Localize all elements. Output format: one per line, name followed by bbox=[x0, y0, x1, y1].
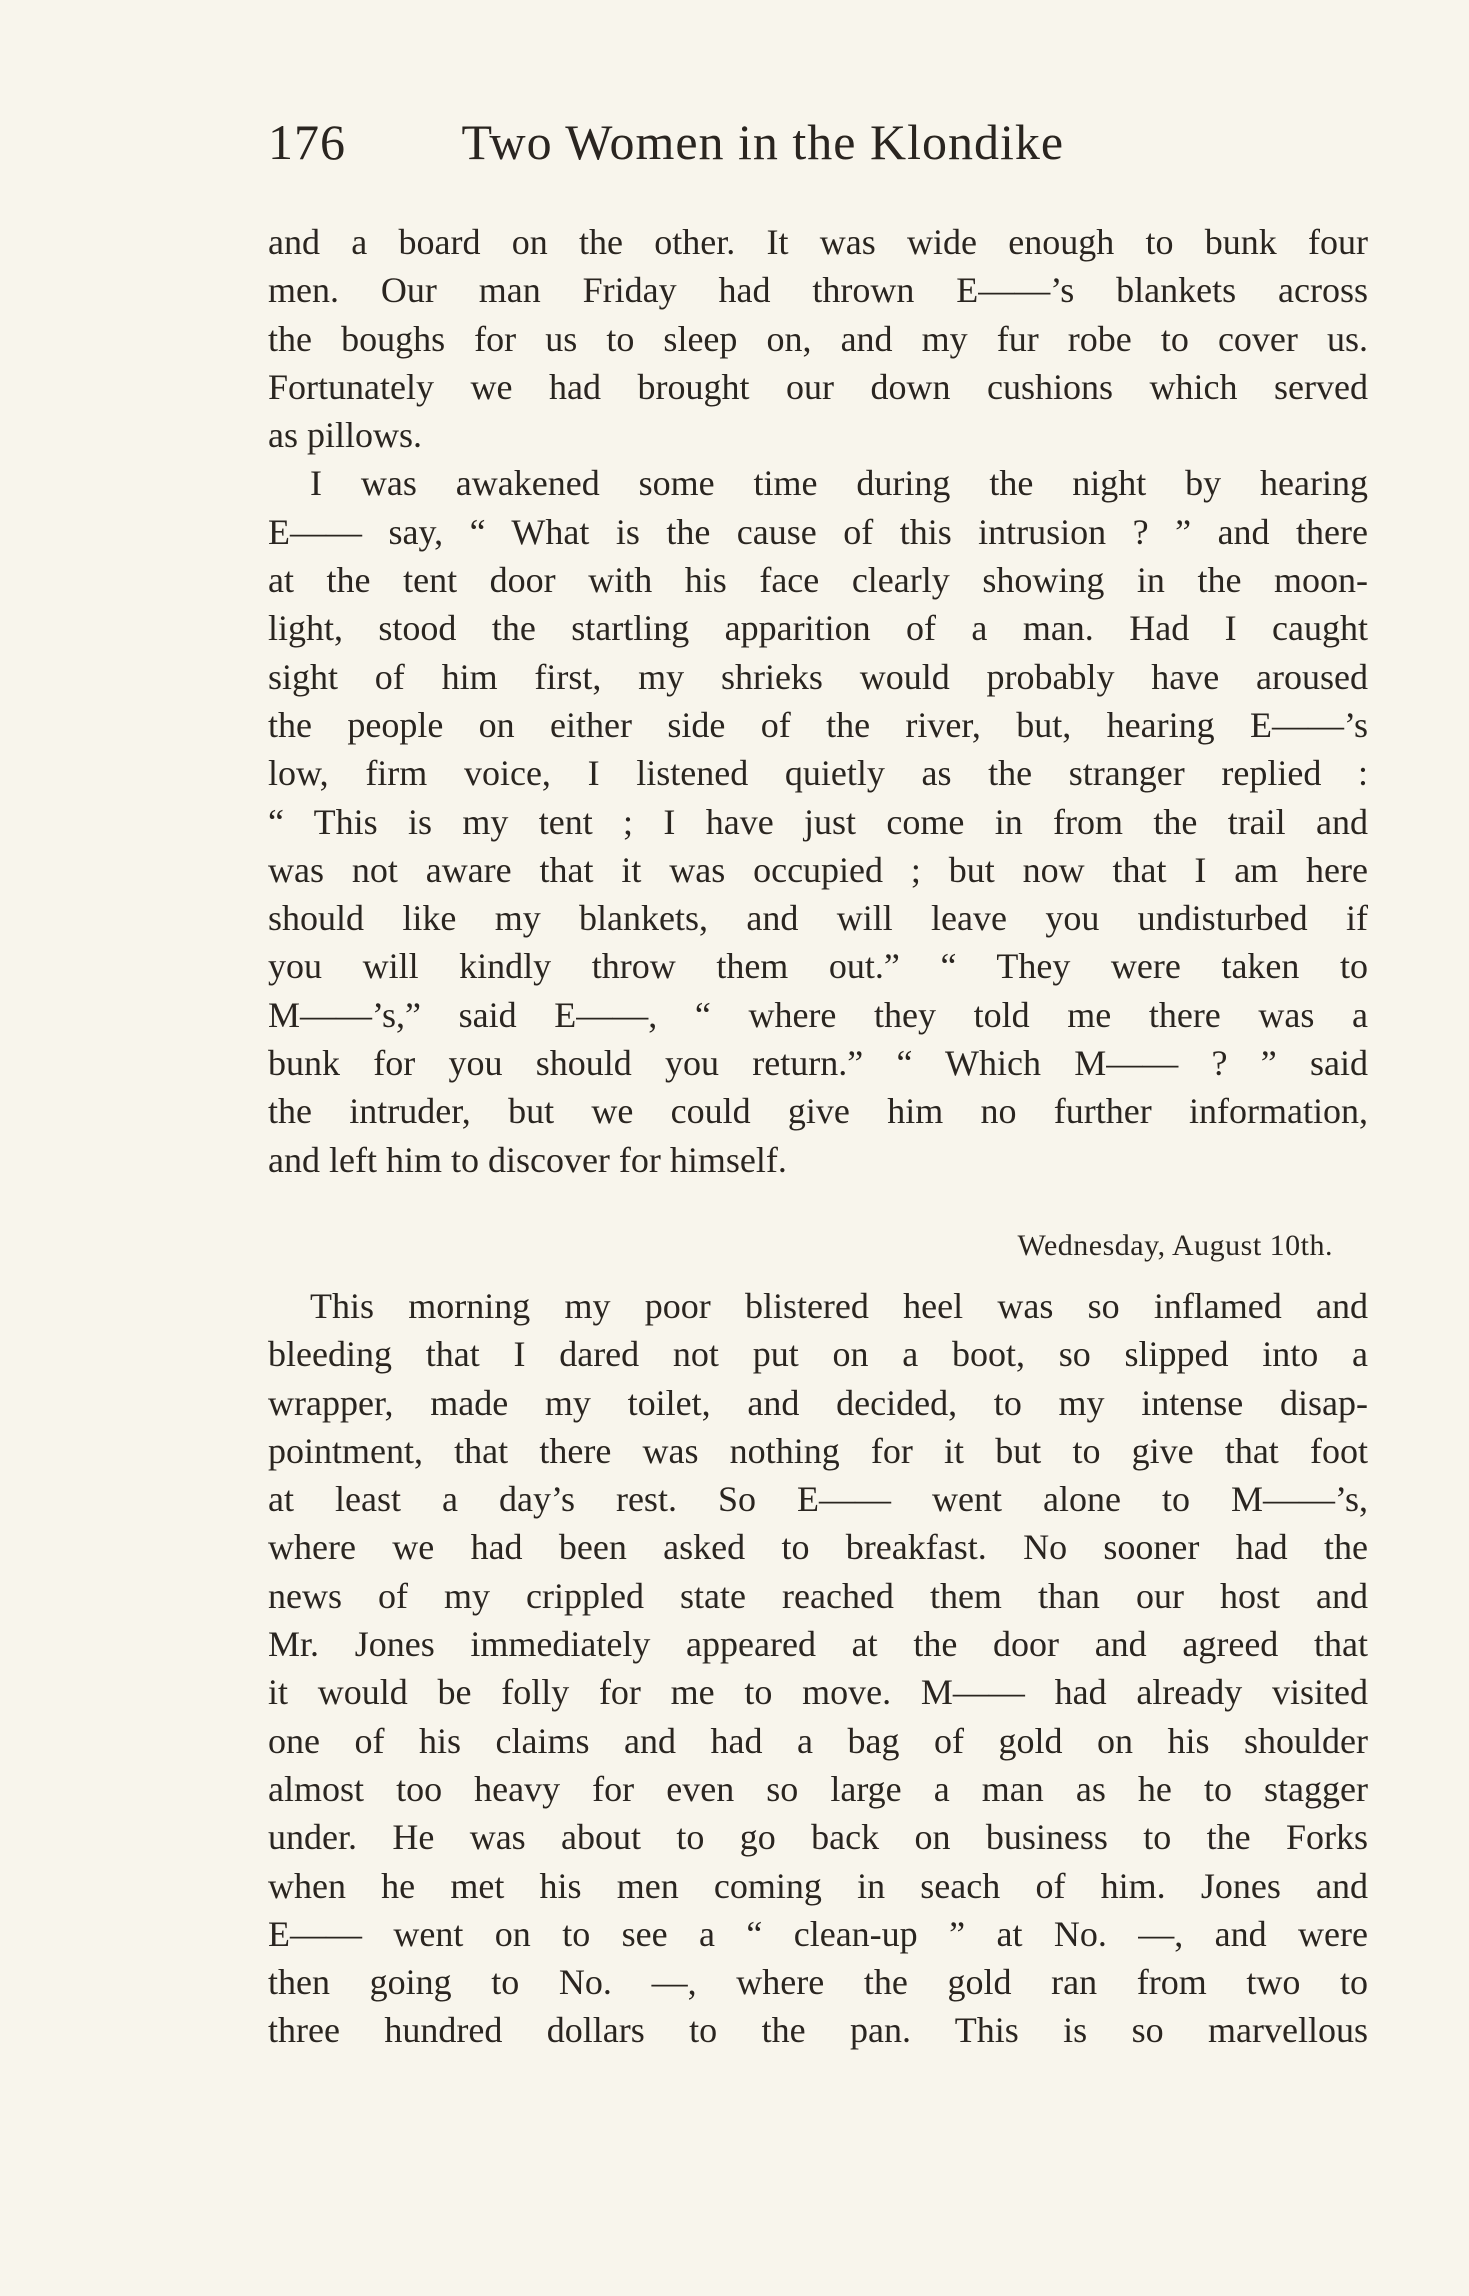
text-line: Fortunately we had brought our down cushions which served bbox=[268, 366, 1368, 407]
paragraph-blistered-heel bbox=[268, 1282, 1368, 2055]
text-line: bunk for you should you return.” “ Which M—— ? ” said bbox=[268, 1043, 1368, 1084]
text-line: at least a day’s rest. So E—— went alone to M——’s, bbox=[268, 1479, 1368, 1520]
text-line: was not aware that it was occupied ; but now that I am here bbox=[268, 849, 1368, 890]
text-line: should like my blankets, and will leave you undisturbed if bbox=[268, 898, 1368, 939]
page-header bbox=[268, 102, 1368, 182]
text-line: This morning my poor blistered heel was so inflamed and bbox=[310, 1286, 1368, 1326]
text-line: you will kindly throw them out.” “ They were taken to bbox=[268, 946, 1368, 987]
text-line: sight of him first, my shrieks would probably have aroused bbox=[268, 656, 1368, 697]
text-line: bleeding that I dared not put on a boot, so slipped into a bbox=[268, 1334, 1368, 1375]
text-line: and a board on the other. It was wide enough to bunk four bbox=[268, 222, 1368, 262]
text-line: where we had been asked to breakfast. No sooner had the bbox=[268, 1527, 1368, 1568]
text-line: it would be folly for me to move. M—— had already visited bbox=[268, 1672, 1368, 1713]
text-line: one of his claims and had a bag of gold on his shoulder bbox=[268, 1720, 1368, 1761]
text-line: E—— say, “ What is the cause of this intrusion ? ” and there bbox=[268, 511, 1368, 552]
text-line: as pillows. bbox=[268, 415, 423, 456]
text-line: the boughs for us to sleep on, and my fur robe to cover us. bbox=[268, 318, 1368, 359]
text-line: the intruder, but we could give him no further information, bbox=[268, 1091, 1368, 1132]
text-line: at the tent door with his face clearly showing in the moon- bbox=[268, 560, 1368, 601]
paragraph-tent-description bbox=[268, 218, 1368, 459]
page-number: 176 bbox=[268, 114, 346, 170]
text-line: Mr. Jones immediately appeared at the door and agreed that bbox=[268, 1624, 1368, 1665]
text-line: wrapper, made my toilet, and decided, to my intense disap- bbox=[268, 1382, 1368, 1423]
text-line: news of my crippled state reached them than our host and bbox=[268, 1575, 1368, 1616]
text-line: M——’s,” said E——, “ where they told me there was a bbox=[268, 994, 1368, 1035]
text-line: three hundred dollars to the pan. This is so marvellous bbox=[268, 2010, 1368, 2051]
text-block-top bbox=[268, 218, 1368, 1184]
text-line: pointment, that there was nothing for it but to give that foot bbox=[268, 1430, 1368, 1471]
text-line: when he met his men coming in seach of him. Jones and bbox=[268, 1865, 1368, 1906]
diary-dateline: Wednesday, August 10th. bbox=[1017, 1229, 1333, 1262]
text-line: light, stood the startling apparition of a man. Had I caught bbox=[268, 608, 1368, 649]
text-line: “ This is my tent ; I have just come in from the trail and bbox=[268, 801, 1368, 842]
running-title: Two Women in the Klondike bbox=[461, 114, 1065, 170]
text-block-bottom bbox=[268, 1282, 1368, 2055]
text-line: under. He was about to go back on business to the Forks bbox=[268, 1817, 1368, 1858]
text-line: I was awakened some time during the night by hearing bbox=[310, 463, 1368, 504]
text-line: low, firm voice, I listened quietly as the stranger replied : bbox=[268, 753, 1368, 794]
text-line: and left him to discover for himself. bbox=[268, 1139, 787, 1180]
text-line: E—— went on to see a “ clean-up ” at No. —, and were bbox=[268, 1913, 1368, 1954]
text-line: then going to No. —, where the gold ran from two to bbox=[268, 1962, 1368, 2003]
paragraph-intruder bbox=[268, 459, 1368, 1183]
text-line: men. Our man Friday had thrown E——’s blankets across bbox=[268, 270, 1368, 311]
text-line: the people on either side of the river, but, hearing E——’s bbox=[268, 704, 1368, 745]
text-line: almost too heavy for even so large a man as he to stagger bbox=[268, 1768, 1368, 1809]
